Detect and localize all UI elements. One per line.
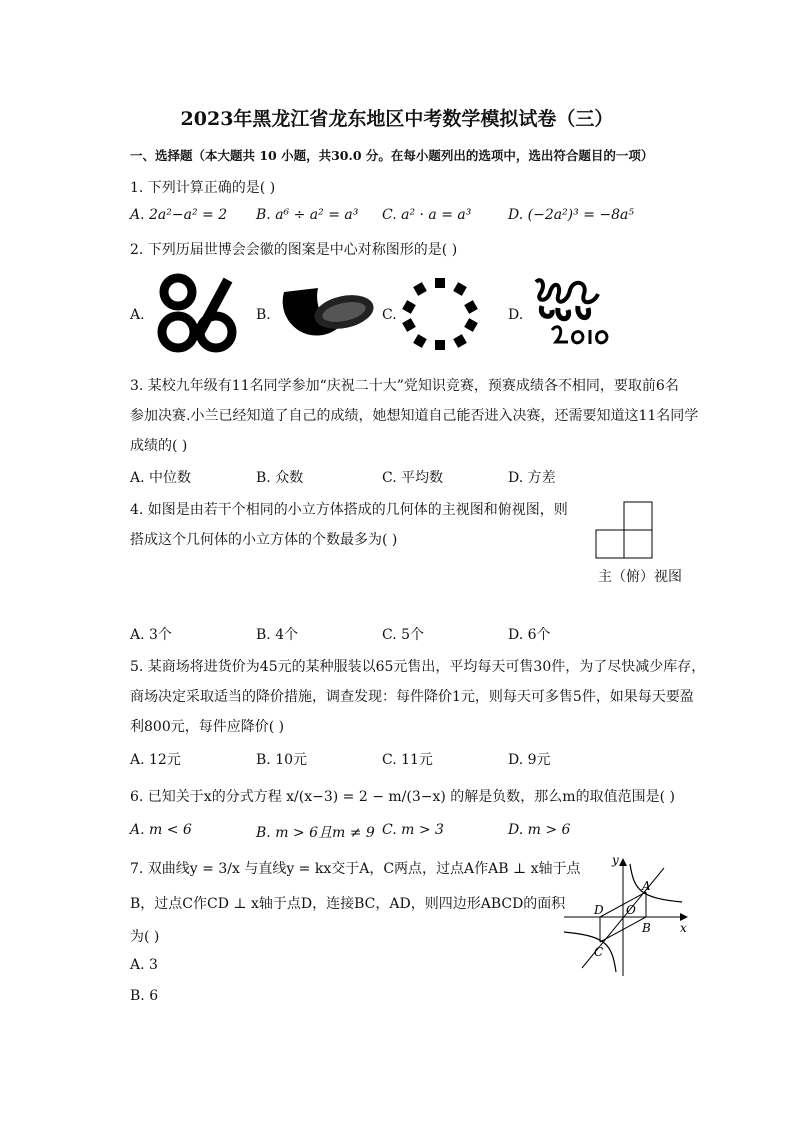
q2-option-a[interactable]: A. [130,307,145,323]
q7-option-b[interactable]: B. 6 [130,988,159,1004]
q6-option-d[interactable]: D. m > 6 [508,822,571,838]
q7-stem-line2: B，过点C作CD ⊥ x轴于点D，连接BC，AD，则四边形ABCD的面积 [130,896,566,912]
q1-option-b[interactable]: B. a⁶ ÷ a² = a³ [256,207,359,223]
q5-stem-line3: 利800元，每件应降价( ) [130,719,285,735]
q1-stem: 1. 下列计算正确的是( ) [130,180,276,196]
q3-option-b[interactable]: B. 众数 [256,470,304,486]
q2-option-c[interactable]: C. [382,307,397,323]
q5-stem-line1: 5. 某商场将进货价为45元的某种服装以65元售出，平均每天可售30件，为了尽快减少库存， [130,659,706,675]
q7-hyperbola-diagram [560,850,694,980]
q5-option-c[interactable]: C. 11元 [382,752,433,768]
q3-option-a[interactable]: A. 中位数 [130,470,192,486]
q4-option-d[interactable]: D. 6个 [508,627,551,643]
q1-option-d[interactable]: D. (−2a²)³ = −8a⁵ [508,207,634,223]
q2-option-d[interactable]: D. [508,307,524,323]
label-b: B [642,921,651,935]
q3-stem-line3: 成绩的( ) [130,438,188,454]
expo-logo-a-image [150,272,240,358]
q3-option-c[interactable]: C. 平均数 [382,470,444,486]
q5-stem-line2: 商场决定采取适当的降价措施，调查发现：每件降价1元，则每天可多售5件，如果每天要盈 [130,689,694,705]
q7-stem-line3: 为( ) [130,929,160,945]
expo-logo-b-image [278,278,378,350]
q4-figure-caption: 主（俯）视图 [598,569,682,585]
q2-stem: 2. 下列历届世博会会徽的图案是中心对称图形的是( ) [130,242,458,258]
q6-option-c[interactable]: C. m > 3 [382,822,444,838]
q6-option-a[interactable]: A. m < 6 [130,822,192,838]
q6-stem: 6. 已知关于x的分式方程 x/(x−3) = 2 − m/(3−x) 的解是负数，那么m的取值范围是( ) [130,789,675,805]
label-y: y [612,853,619,867]
q1-option-c[interactable]: C. a² · a = a³ [382,207,472,223]
q5-option-d[interactable]: D. 9元 [508,752,551,768]
q4-stem-line2: 搭成这个几何体的小立方体的个数最多为( ) [130,532,398,548]
q4-option-c[interactable]: C. 5个 [382,627,425,643]
q4-stem-line1: 4. 如图是由若干个相同的小立方体搭成的几何体的主视图和俯视图，则 [130,502,568,518]
label-d: D [594,903,604,917]
q3-stem-line1: 3. 某校九年级有11名同学参加“庆祝二十大”党知识竞赛，预赛成绩各不相同，要取前6名 [130,378,679,394]
expo-logo-d-image [528,272,618,360]
q4-option-b[interactable]: B. 4个 [256,627,299,643]
q5-option-a[interactable]: A. 12元 [130,752,181,768]
label-a: A [642,879,651,893]
label-x: x [680,921,687,935]
q7-stem-line1: 7. 双曲线y = 3/x 与直线y = kx交于A，C两点，过点A作AB ⊥ x轴于点 [130,861,581,877]
q3-option-d[interactable]: D. 方差 [508,470,556,486]
q4-option-a[interactable]: A. 3个 [130,627,172,643]
q6-option-b[interactable]: B. m > 6且m ≠ 9 [256,825,375,841]
section-heading: 一、选择题（本大题共 10 小题，共30.0 分。在每小题列出的选项中，选出符合题目的一项） [130,148,654,163]
q4-view-diagram [594,500,656,562]
label-o: O [626,903,636,917]
q2-option-b[interactable]: B. [256,307,271,323]
q5-option-b[interactable]: B. 10元 [256,752,308,768]
label-c: C [594,945,604,959]
q1-option-a[interactable]: A. 2a²−a² = 2 [130,207,228,223]
expo-logo-c-image [402,276,478,352]
q3-stem-line2: 参加决赛.小兰已经知道了自己的成绩，她想知道自己能否进入决赛，还需要知道这11名同学 [130,408,699,424]
q7-option-a[interactable]: A. 3 [130,957,158,973]
page-title: 2023年黑龙江省龙东地区中考数学模拟试卷（三） [180,108,614,130]
